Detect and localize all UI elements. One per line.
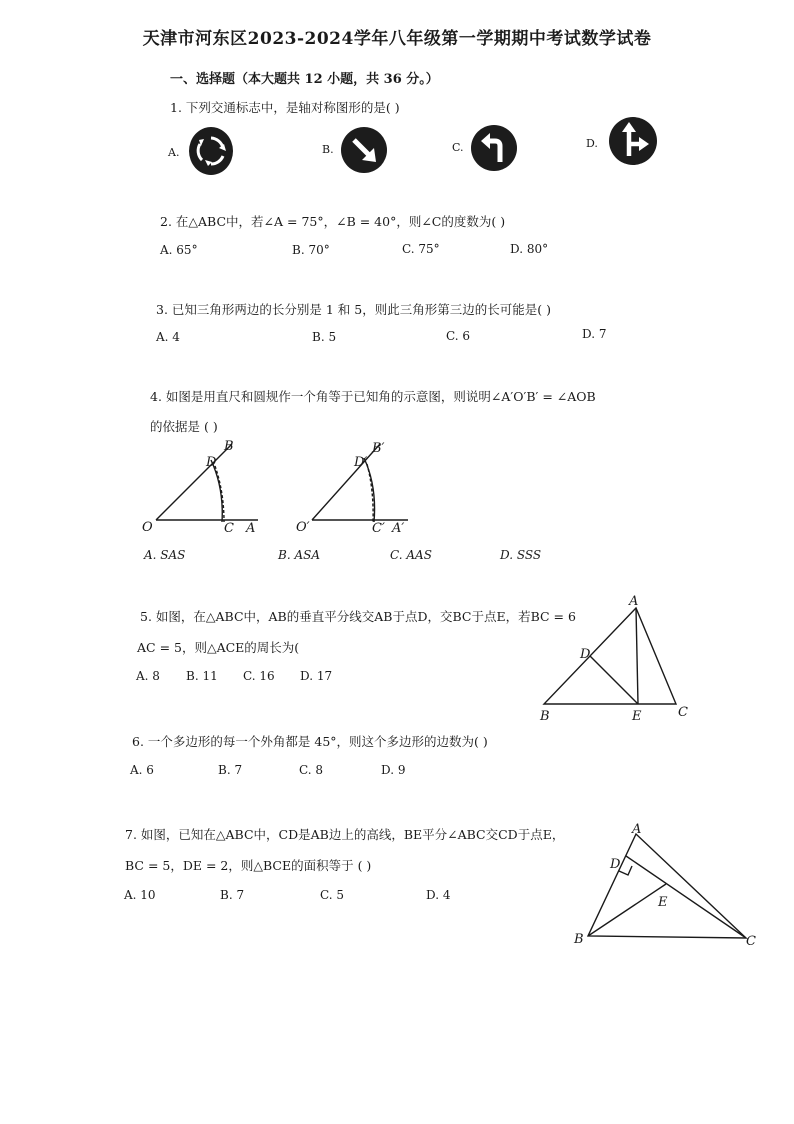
q3-option-d: D. 7	[582, 327, 607, 341]
q5-option-d: D. 17	[300, 669, 333, 683]
q5-label-b: B	[540, 709, 550, 724]
question-3-stem: 3. 已知三角形两边的长分别是 1 和 5，则此三角形第三边的长可能是( )	[156, 302, 551, 317]
q4-option-a: A. SAS	[144, 548, 186, 562]
q1-option-a-label: A.	[168, 146, 180, 159]
q2-option-c: C. 75°	[402, 242, 440, 256]
q4-right-label-d: D′	[354, 455, 368, 470]
question-5-stem-line1: 5. 如图，在△ABC中，AB的垂直平分线交AB于点D，交BC于点E，若BC = 6	[140, 609, 576, 624]
q4-left-label-o: O	[142, 520, 153, 535]
q7-label-b: B	[574, 932, 584, 947]
q5-label-c: C	[678, 705, 688, 720]
turn-left-arrow-sign-icon	[470, 124, 518, 172]
question-7-stem-line1: 7. 如图，已知在△ABC中，CD是AB边上的高线，BE平分∠ABC交CD于点E，	[125, 827, 565, 842]
q4-left-label-c: C	[224, 521, 234, 536]
q7-option-c: C. 5	[320, 888, 345, 902]
q4-right-label-c: C′	[372, 521, 385, 536]
q3-option-a: A. 4	[156, 330, 180, 344]
q7-option-d: D. 4	[426, 888, 451, 902]
q7-option-a: A. 10	[124, 888, 156, 902]
q7-option-b: B. 7	[220, 888, 245, 902]
question-4-stem-line2: 的依据是 ( )	[150, 419, 218, 434]
q6-option-c: C. 8	[299, 763, 324, 777]
q5-label-d: D	[580, 647, 591, 662]
q6-option-d: D. 9	[381, 763, 406, 777]
q7-label-e: E	[658, 895, 668, 910]
q5-option-b: B. 11	[186, 669, 218, 683]
q4-left-label-b: B	[224, 439, 234, 454]
q4-right-label-b: B′	[372, 441, 385, 456]
q5-triangle-figure	[534, 592, 694, 726]
roundabout-sign-icon	[188, 126, 234, 176]
question-2-stem: 2. 在△ABC中，若∠A = 75°，∠B = 40°，则∠C的度数为( )	[160, 214, 506, 229]
q3-option-b: B. 5	[312, 330, 337, 344]
q6-option-b: B. 7	[218, 763, 243, 777]
q7-label-c: C	[746, 934, 756, 949]
question-6-stem: 6. 一个多边形的每一个外角都是 45°，则这个多边形的边数为( )	[132, 734, 488, 749]
q2-option-d: D. 80°	[510, 242, 549, 256]
q2-option-b: B. 70°	[292, 243, 330, 257]
q7-triangle-figure	[570, 820, 764, 950]
q4-left-label-d: D	[206, 455, 217, 470]
question-1-stem: 1. 下列交通标志中，是轴对称图形的是( )	[170, 100, 400, 115]
q7-label-d: D	[610, 857, 621, 872]
question-7-stem-line2: BC = 5，DE = 2，则△BCE的面积等于 ( )	[125, 858, 372, 873]
q4-option-c: C. AAS	[390, 548, 432, 562]
section-heading-choice: 一、选择题（本大题共 12 小题，共 36 分。）	[170, 72, 439, 87]
q4-compass-construction-figure	[140, 436, 430, 544]
straight-or-right-sign-icon	[608, 116, 658, 166]
q4-right-label-o: O′	[296, 520, 310, 535]
down-right-arrow-sign-icon	[340, 126, 388, 174]
exam-title: 天津市河东区2023-2024学年八年级第一学期期中考试数学试卷	[142, 29, 652, 49]
q4-option-b: B. ASA	[278, 548, 320, 562]
q4-option-d: D. SSS	[500, 548, 542, 562]
q7-label-a: A	[632, 822, 642, 837]
question-5-stem-line2: AC = 5，则△ACE的周长为(	[137, 640, 300, 655]
q1-option-b-label: B.	[322, 143, 334, 156]
q5-label-e: E	[632, 709, 642, 724]
q5-option-c: C. 16	[243, 669, 275, 683]
q1-option-c-label: C.	[452, 141, 464, 154]
q2-option-a: A. 65°	[160, 243, 198, 257]
q3-option-c: C. 6	[446, 329, 471, 343]
q5-label-a: A	[629, 594, 639, 609]
q6-option-a: A. 6	[130, 763, 154, 777]
q5-option-a: A. 8	[136, 669, 160, 683]
question-4-stem-line1: 4. 如图是用直尺和圆规作一个角等于已知角的示意图，则说明∠A′O′B′ = ∠AOB	[150, 389, 596, 404]
q4-left-label-a: A	[246, 521, 256, 536]
q1-option-d-label: D.	[586, 137, 598, 150]
q4-right-label-a: A′	[392, 521, 405, 536]
